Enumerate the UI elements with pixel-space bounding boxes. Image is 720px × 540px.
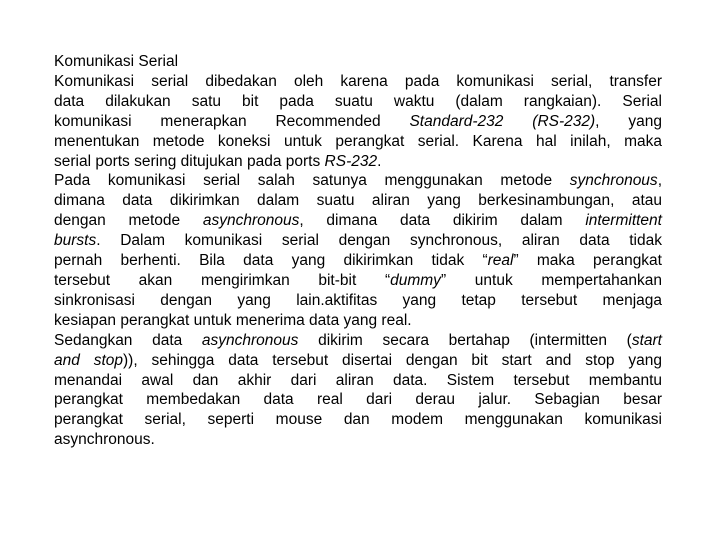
text-segment: sinkronisasi dengan yang lain.aktifitas yang tetap tersebut menjaga (54, 291, 662, 309)
text-line (54, 231, 662, 251)
italic-text: intermittent (585, 212, 662, 230)
italic-text: asynchronous (201, 331, 299, 349)
text-segment: Komunikasi serial dibedakan oleh karena pada komunikasi serial, transfer (54, 72, 662, 90)
text-segment: Sedangkan data (54, 331, 202, 349)
text-line (54, 390, 662, 410)
text-segment: . Dalam komunikasi serial dengan synchronous, aliran data tidak (96, 232, 662, 250)
body-text (54, 72, 662, 450)
text-segment: dikirim secara bertahap (intermitten ( (298, 331, 632, 349)
text-line (54, 132, 662, 152)
text-segment: . (377, 152, 382, 170)
text-line (54, 271, 662, 291)
text-segment: ” untuk mempertahankan (440, 271, 662, 289)
text-segment: dimana data dikirimkan dalam suatu aliran yang berkesinambungan, atau (54, 192, 662, 210)
text-segment: komunikasi menerapkan Recommended (54, 112, 410, 130)
text-segment: perangkat membedakan data real dari derau jalur. Sebagian besar (54, 391, 662, 409)
text-segment: , (657, 172, 662, 190)
text-line (54, 251, 662, 271)
text-line (54, 430, 662, 450)
italic-text: RS-232 (324, 152, 378, 170)
text-line (54, 351, 662, 371)
text-segment: dengan metode (54, 212, 203, 230)
text-line (54, 72, 662, 92)
text-segment: asynchronous. (54, 431, 155, 449)
text-line (54, 92, 662, 112)
text-line (54, 171, 662, 191)
text-segment: ” maka perangkat (513, 252, 662, 270)
text-segment: Pada komunikasi serial salah satunya menggunakan metode (54, 172, 570, 190)
text-segment: , yang (595, 112, 662, 130)
text-segment: menentukan metode koneksi untuk perangkat serial. Karena hal inilah, maka (54, 132, 662, 150)
text-line (54, 152, 662, 172)
text-line (54, 112, 662, 132)
text-segment: pernah berhenti. Bila data yang dikirimkan tidak “ (54, 252, 488, 270)
text-segment: , dimana data dikirim dalam (299, 212, 586, 230)
text-segment: )), sehingga data tersebut disertai dengan bit start and stop yang (123, 351, 662, 369)
text-line (54, 331, 662, 351)
slide-title: Komunikasi Serial (54, 53, 179, 70)
italic-text: real (487, 252, 514, 270)
italic-text: asynchronous (202, 212, 300, 230)
italic-text: bursts (54, 232, 97, 250)
text-line (54, 410, 662, 430)
text-line (54, 211, 662, 231)
italic-text: Standard-232 (RS-232) (409, 112, 596, 130)
text-segment: tersebut akan mengirimkan bit-bit “ (54, 271, 391, 289)
text-segment: data dilakukan satu bit pada suatu waktu (dalam rangkaian). Serial (54, 92, 662, 110)
italic-text: dummy (390, 271, 441, 289)
text-line (54, 311, 662, 331)
text-segment: kesiapan perangkat untuk menerima data yang real. (54, 311, 412, 329)
text-segment: perangkat serial, seperti mouse dan modem menggunakan komunikasi (54, 411, 662, 429)
text-line (54, 291, 662, 311)
text-line (54, 191, 662, 211)
italic-text: synchronous (569, 172, 658, 190)
text-segment: serial ports sering ditujukan pada ports (54, 152, 325, 170)
italic-text: and stop (54, 351, 123, 369)
text-segment: menandai awal dan akhir dari aliran data. Sistem tersebut membantu (54, 371, 662, 389)
text-line (54, 371, 662, 391)
text-block (54, 52, 662, 450)
italic-text: start (631, 331, 662, 349)
